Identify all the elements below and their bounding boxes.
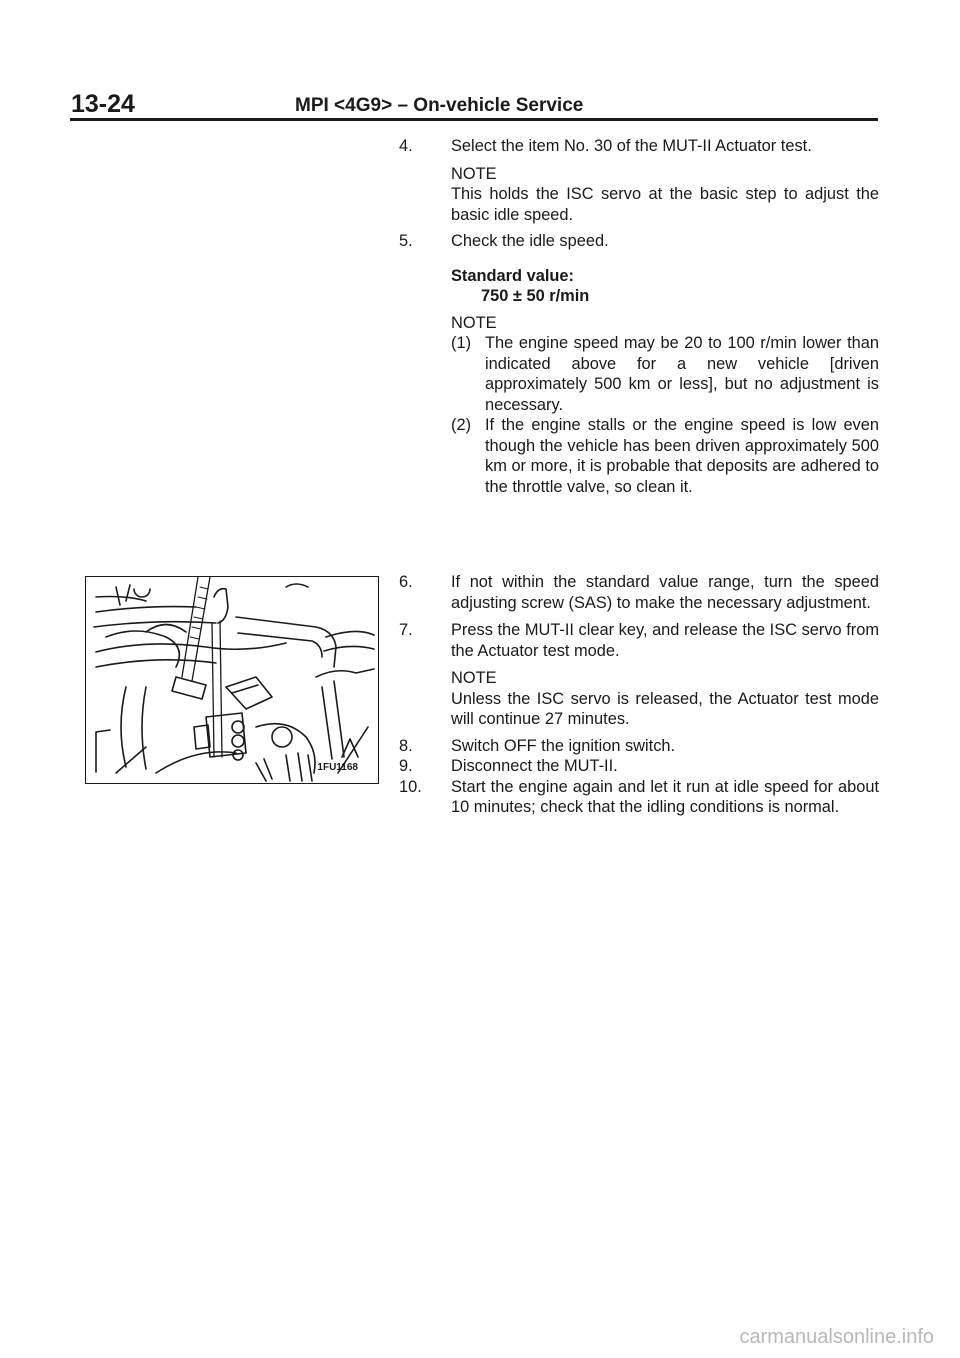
- note-item-text: The engine speed may be 20 to 100 r/min lower than indicated above for a new vehicle [driven approximately 500 km or less], but no adjustment is necessary.: [485, 334, 879, 414]
- step-number: 8.: [399, 736, 413, 755]
- standard-value: [451, 266, 879, 307]
- note-text: This holds the ISC servo at the basic step to adjust the basic idle speed.: [451, 185, 879, 224]
- step-6: [399, 572, 879, 613]
- step-9: [399, 756, 879, 777]
- step-7: [399, 620, 879, 661]
- note-item-number: (1): [451, 334, 472, 352]
- step-text: Start the engine again and let it run at idle speed for about 10 minutes; check that the idling conditions is normal.: [451, 777, 879, 816]
- note-heading: NOTE: [451, 164, 497, 183]
- step-5: [399, 231, 879, 252]
- step-number: 6.: [399, 573, 413, 591]
- throttle-body-illustration: [85, 576, 379, 784]
- step-text: If not within the standard value range, turn the speed adjusting screw (SAS) to make the necessary adjustment.: [451, 573, 879, 612]
- step-number: 4.: [399, 137, 413, 155]
- step-text: Check the idle speed.: [451, 232, 609, 250]
- note-item-1: [451, 333, 879, 415]
- engine-line-drawing: [86, 577, 378, 783]
- note-text: Unless the ISC servo is released, the Actuator test mode will continue 27 minutes.: [451, 689, 879, 728]
- step-4: [399, 136, 879, 157]
- figure-label: 1FU1168: [317, 762, 358, 773]
- note-item-number: (2): [451, 416, 472, 434]
- note-heading: NOTE: [451, 313, 497, 332]
- header-rule: [70, 118, 878, 121]
- procedure-block-lower: [399, 572, 879, 825]
- note-heading: NOTE: [451, 669, 497, 687]
- procedure-block-upper: [399, 136, 879, 497]
- page-number: 13-24: [71, 90, 135, 118]
- step-number: 10.: [399, 777, 422, 796]
- step-text: Select the item No. 30 of the MUT-II Actuator test.: [451, 137, 812, 155]
- standard-label: Standard value:: [451, 266, 574, 285]
- step-text: Disconnect the MUT-II.: [451, 757, 618, 775]
- standard-number: 750 ± 50 r/min: [481, 287, 590, 305]
- step-number: 7.: [399, 621, 413, 639]
- page-title: MPI <4G9> – On-vehicle Service: [295, 95, 584, 116]
- step-text: Switch OFF the ignition switch.: [451, 736, 676, 755]
- watermark: carmanualsonline.info: [739, 1326, 934, 1348]
- note-item-2: [451, 415, 879, 497]
- step-8: [399, 736, 879, 757]
- step-number: 9.: [399, 757, 413, 775]
- step-text: Press the MUT-II clear key, and release the ISC servo from the Actuator test mode.: [451, 621, 879, 660]
- step-10: [399, 777, 879, 818]
- note-item-text: If the engine stalls or the engine speed is low even though the vehicle has been driven approximately 500 km or more, it is probable that deposits are adhered to the throttle valve, so clean it.: [485, 416, 879, 496]
- step-number: 5.: [399, 232, 413, 250]
